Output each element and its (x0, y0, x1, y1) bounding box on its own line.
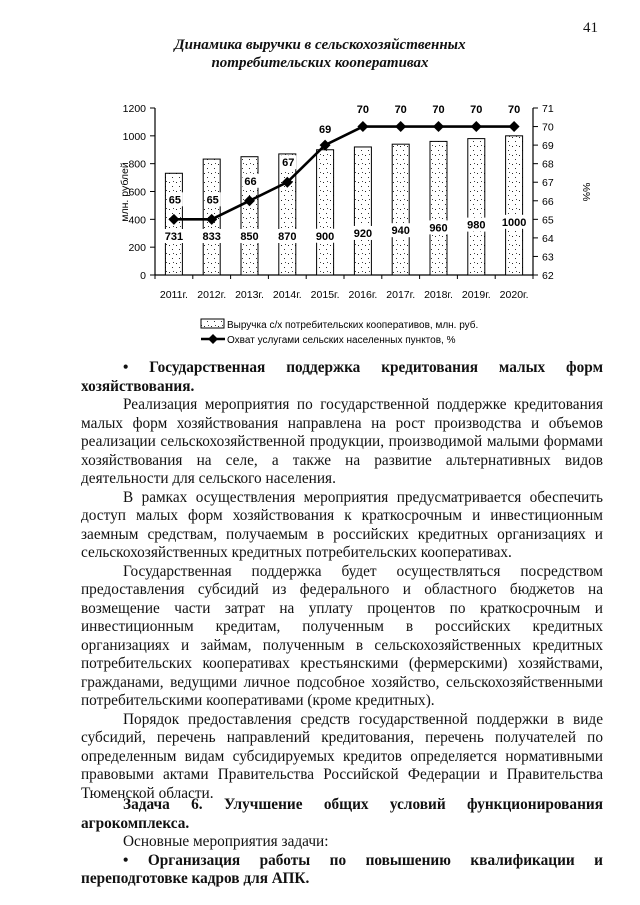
revenue-bar (317, 150, 334, 275)
coverage-marker (433, 121, 444, 132)
task-6-heading: Задача 6. Улучшение общих условий функционирования агрокомплекса. (81, 796, 603, 832)
revenue-bar (430, 141, 447, 275)
bar-value-label: 960 (429, 222, 448, 235)
x-tick-label: 2019г. (461, 289, 491, 301)
bar-value-label: 870 (278, 231, 297, 243)
text-section-2 (81, 796, 603, 889)
x-tick-label: 2020г. (499, 289, 529, 301)
right-tick-label: 64 (542, 232, 554, 245)
revenue-chart (0, 0, 640, 355)
bar-value-label: 980 (467, 219, 486, 232)
line-value-label: 67 (282, 157, 295, 170)
right-tick-label: 66 (542, 195, 554, 208)
chart-title-line-2: потребительских кооперативах (211, 55, 429, 71)
legend-bar-swatch (201, 319, 224, 328)
line-value-label: 70 (507, 104, 521, 116)
x-tick-label: 2011г. (159, 289, 188, 301)
legend-line-label: Охват услугами сельских населенных пунктов, % (227, 335, 456, 346)
bar-value-label: 940 (391, 225, 410, 238)
line-value-label: 69 (318, 124, 332, 137)
bar-value-label: 850 (240, 231, 259, 243)
left-tick-label: 800 (128, 158, 146, 171)
line-value-label: 70 (356, 104, 370, 116)
x-tick-label: 2014г. (272, 289, 302, 301)
line-value-label: 70 (394, 104, 407, 116)
revenue-bar (506, 136, 523, 275)
paragraph-4: Порядок предоставления средств государственной поддержки в виде субсидий, перечень направлений кредитования, перечень получателей по определенным видам субсидируемых кредитов определяется нормативными правовыми актами Правительства Российской Федерации и Правительства Тюменской области. (81, 710, 603, 802)
coverage-line (174, 127, 514, 220)
bar-value-label: 731 (164, 231, 184, 243)
coverage-marker (395, 121, 406, 132)
right-axis-label: %% (580, 182, 592, 202)
chart-title-line-1: Динамика выручки в сельскохозяйственных (174, 37, 466, 53)
right-tick-label: 68 (542, 158, 554, 171)
bar-value-label: 920 (353, 227, 373, 240)
right-tick-label: 62 (542, 270, 554, 282)
x-tick-label: 2017г. (386, 289, 416, 301)
paragraph-5: Основные мероприятия задачи: (123, 833, 329, 850)
line-value-label: 70 (470, 104, 483, 116)
coverage-marker (471, 121, 482, 132)
paragraph-3: Государственная поддержка будет осуществляться посредством предоставления субсидий из федерального и областного бюджетов на возмещение части затрат на уплату процентов по краткосрочным и инвестиционным кредитам, полученным в российских кредитных организациях и займам, полученным в сельскохозяйственных кредитных потребительских кооперативах крестьянскими (фермерскими) хозяйствами, гражданами, ведущими личное подсобное хозяйство, сельскохозяйственными потребительскими кооперативами (кроме кредитных). (81, 562, 603, 709)
revenue-bar (354, 147, 371, 275)
bar-value-label: 900 (315, 230, 335, 243)
right-tick-label: 69 (542, 140, 554, 153)
bullet-heading-credit-support: • Государственная поддержка кредитования малых форм хозяйствования. (81, 359, 603, 395)
left-tick-label: 600 (128, 186, 146, 199)
bar-value-label: 833 (202, 231, 221, 243)
revenue-bar (392, 144, 409, 275)
left-axis-label: млн. рублей (119, 162, 131, 222)
text-section-1 (81, 359, 603, 803)
left-tick-label: 400 (128, 214, 146, 227)
legend-line-marker (208, 334, 218, 344)
x-tick-label: 2018г. (424, 289, 453, 301)
x-tick-label: 2012г. (197, 289, 227, 301)
legend-bar-label: Выручка с/х потребительских кооперативов, млн. руб. (227, 320, 479, 331)
bar-value-label: 1000 (501, 216, 527, 229)
coverage-marker (357, 121, 368, 132)
right-tick-label: 65 (542, 214, 554, 227)
paragraph-2: В рамках осуществления мероприятия предусматривается обеспечить доступ малых форм хозяйствования к краткосрочным и инвестиционным заемным средствам, получаемым в российских кредитных организациях и сельскохозяйственных кредитных потребительских кооперативах. (81, 488, 603, 561)
right-tick-label: 67 (542, 177, 554, 190)
x-tick-label: 2015г. (310, 289, 340, 301)
left-tick-label: 200 (128, 242, 146, 255)
coverage-marker (509, 121, 520, 132)
right-tick-label: 63 (542, 251, 554, 264)
page-number: 41 (583, 20, 598, 36)
paragraph-1: Реализация мероприятия по государственной поддержке кредитования малых форм хозяйствования направлена на рост производства и объемов реализации сельскохозяйственной продукции, производимой малыми формами хозяйствования на селе, а также на развитие альтернативных видов деятельности для сельского населения. (81, 396, 603, 487)
line-value-label: 65 (206, 194, 219, 207)
right-tick-label: 70 (542, 121, 554, 134)
left-tick-label: 1200 (122, 103, 146, 115)
left-tick-label: 1000 (122, 130, 146, 143)
x-tick-label: 2013г. (235, 289, 264, 301)
revenue-bar (279, 154, 296, 275)
revenue-bar (468, 139, 485, 275)
left-tick-label: 0 (140, 270, 146, 282)
line-value-label: 70 (432, 104, 445, 116)
x-tick-label: 2016г. (348, 289, 378, 301)
right-tick-label: 71 (542, 103, 554, 115)
bullet-heading-training: • Организация работы по повышению квалификации и переподготовке кадров для АПК. (81, 851, 603, 887)
line-value-label: 65 (168, 194, 182, 207)
line-value-label: 66 (244, 175, 257, 188)
